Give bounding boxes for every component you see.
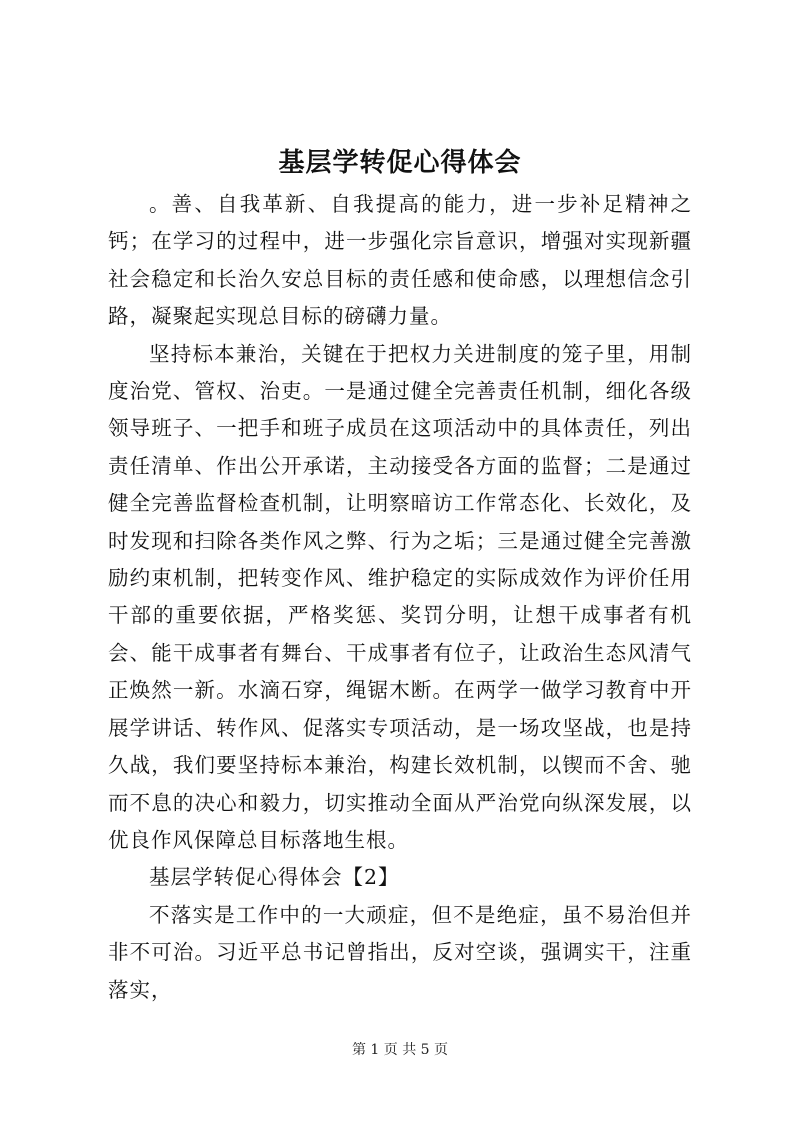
document-title: 基层学转促心得体会 bbox=[278, 148, 522, 178]
page-footer: 第 1 页 共 5 页 bbox=[351, 1042, 449, 1058]
paragraph: 坚持标本兼治，关键在于把权力关进制度的笼子里，用制度治党、管权、治吏。一是通过健全完善责任机制，细化各级领导班子、一把手和班子成员在这项活动中的具体责任，列出责任清单、作出公开承诺，主动接受各方面的监督；二是通过健全完善监督检查机制，让明察暗访工作常态化、长效化，及时发现和扫除各类作风之弊、行为之垢；三是通过健全完善激励约束机制，把转变作风、维护稳定的实际成效作为评价任用干部的重要依据，严格奖惩、奖罚分明，让想干成事者有机会、能干成事者有舞台、干成事者有位子，让政治生态风清气正焕然一新。水滴石穿，绳锯木断。在两学一做学习教育中开展学讲话、转作风、促落实专项活动，是一场攻坚战，也是持久战，我们要坚持标本兼治，构建长效机制，以锲而不舍、驰而不息的决心和毅力，切实推动全面从严治党向纵深发展，以优良作风保障总目标落地生根。 bbox=[108, 341, 692, 852]
paragraph: 不落实是工作中的一大顽症，但不是绝症，虽不易治但并非不可治。习近平总书记曾指出，反对空谈，强调实干，注重落实， bbox=[108, 902, 692, 1002]
section-heading: 基层学转促心得体会【2】 bbox=[149, 865, 400, 890]
document-body bbox=[108, 186, 692, 1009]
paragraph: 。善、自我革新、自我提高的能力，进一步补足精神之钙；在学习的过程中，进一步强化宗旨意识，增强对实现新疆社会稳定和长治久安总目标的责任感和使命感，以理想信念引路，凝聚起实现总目标的磅礴力量。 bbox=[108, 192, 692, 329]
